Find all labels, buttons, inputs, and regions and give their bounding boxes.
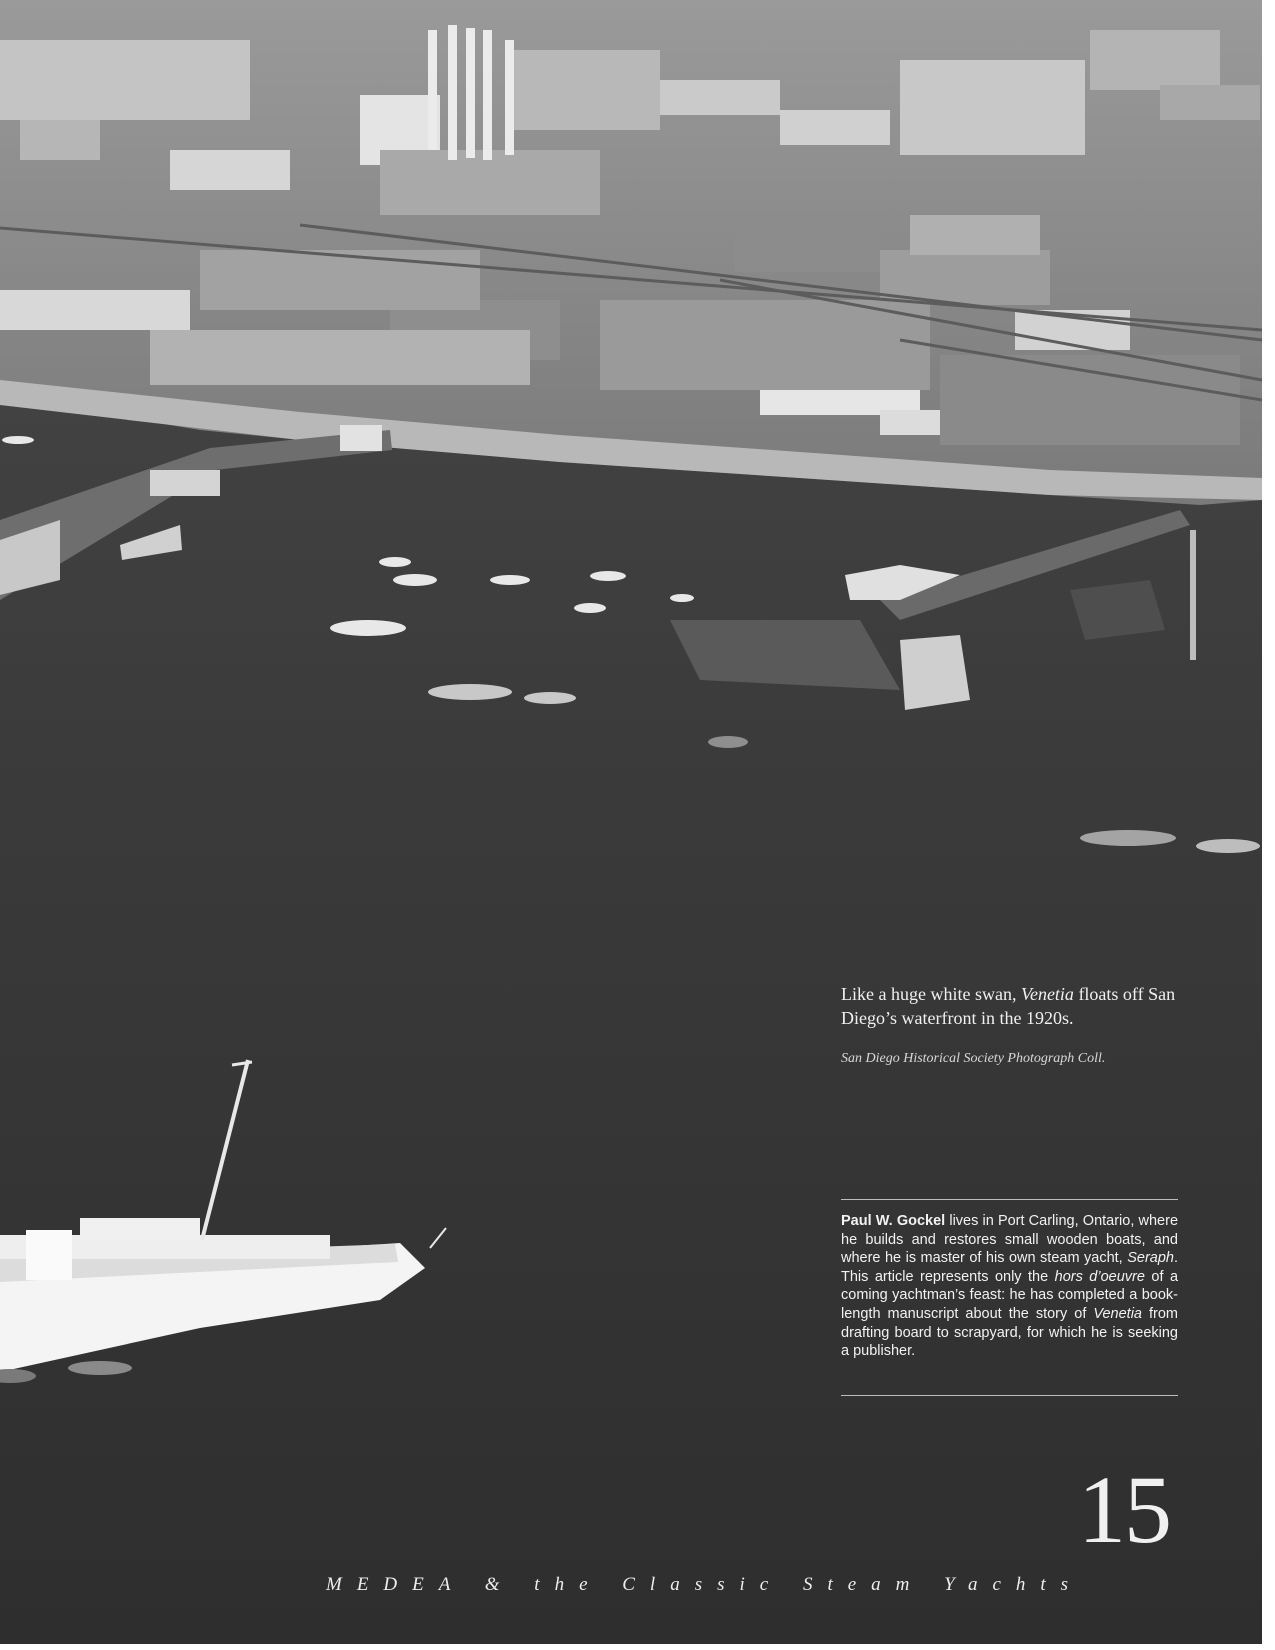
bio-text-3: of a coming yachtman’s feast: he has completed a book-length manuscript about the story of: [841, 1268, 1179, 1322]
author-bio: [841, 1212, 1178, 1361]
bio-top-rule: [841, 1199, 1178, 1200]
caption-yacht-name: Venetia: [1020, 984, 1074, 1004]
caption-text-before: Like a huge white swan,: [841, 984, 1021, 1004]
bio-text-1: lives in Port Carling, Ontario, where he builds and restores small wooden boats, and where he is master of his own steam yacht,: [841, 1213, 1179, 1267]
bio-text-2: . This article represents only the: [841, 1250, 1178, 1285]
bio-text-4: from drafting board to scrapyard, for which he is seeking a publisher.: [841, 1305, 1178, 1360]
running-footer: MEDEA & the Classic Steam Yachts: [326, 1574, 1084, 1595]
bio-own-yacht: Seraph: [1127, 1250, 1174, 1267]
photo-caption: [841, 982, 1181, 1030]
bio-book-yacht: Venetia: [1093, 1305, 1142, 1322]
photo-credit: San Diego Historical Society Photograph Coll.: [841, 1051, 1106, 1066]
page-number: 15: [1078, 1456, 1170, 1563]
bio-author-name: Paul W. Gockel: [841, 1213, 946, 1229]
bio-bottom-rule: [841, 1395, 1178, 1396]
bio-phrase: hors d’oeuvre: [1054, 1268, 1145, 1285]
caption-text-after: floats off San Diego’s waterfront in the 1920s.: [841, 984, 1176, 1028]
